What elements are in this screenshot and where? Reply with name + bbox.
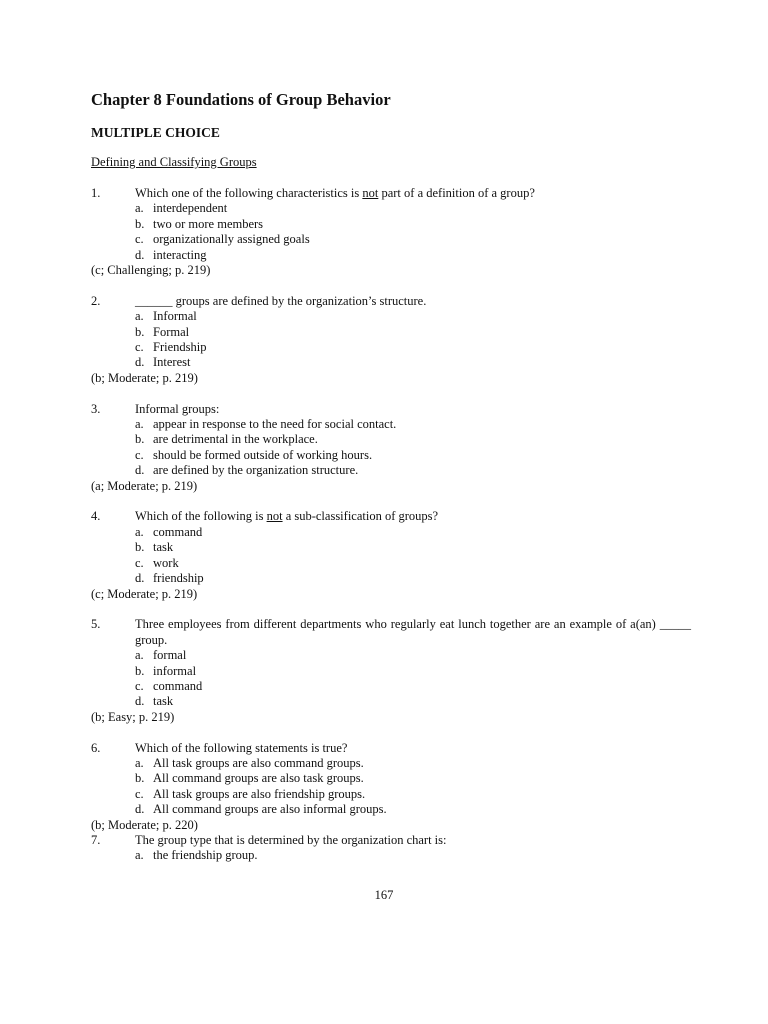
question-2: [91, 294, 691, 386]
answer-option: b. informal: [135, 663, 197, 678]
question-stem: [91, 741, 691, 756]
answer-option: a. interdependent: [135, 201, 228, 216]
subsection-title: Defining and Classifying Groups: [91, 155, 257, 169]
answer-option: b. Formal: [135, 324, 190, 339]
question-number: 4.: [91, 509, 101, 524]
answer-option: d. are defined by the organization structure.: [135, 463, 359, 478]
answer-option: c. organizationally assigned goals: [135, 232, 310, 247]
question-stem: [91, 402, 691, 417]
answer-option: a. formal: [135, 648, 187, 663]
question-stem: [91, 833, 691, 848]
answer-option: d. task: [135, 694, 174, 709]
answer-options: [135, 525, 691, 587]
question-stem: [91, 186, 691, 201]
answer-reference: (b; Easy; p. 219): [91, 709, 175, 724]
answer-reference: (b; Moderate; p. 219): [91, 370, 198, 385]
answer-option: c. Friendship: [135, 340, 207, 355]
answer-option: b. are detrimental in the workplace.: [135, 432, 318, 447]
answer-reference: (b; Moderate; p. 220): [91, 817, 198, 832]
answer-option: a. Informal: [135, 309, 197, 324]
question-number: 5.: [91, 617, 101, 632]
answer-options: [135, 201, 691, 263]
question-text: Which one of the following characteristics is not part of a definition of a group?: [135, 186, 535, 200]
answer-option: b. two or more members: [135, 216, 264, 231]
question-number: 3.: [91, 401, 101, 416]
question-number: 7.: [91, 832, 101, 847]
question-text: Three employees from different departments who regularly eat lunch together are an example of a(an) _____ group.: [135, 617, 691, 647]
answer-option: b. task: [135, 540, 174, 555]
question-text: The group type that is determined by the organization chart is:: [135, 832, 447, 847]
answer-reference: (c; Moderate; p. 219): [91, 586, 198, 601]
emphasis-underline: not: [362, 186, 379, 200]
question-text: Which of the following statements is true?: [135, 740, 348, 755]
question-stem: [91, 509, 691, 524]
answer-option: d. friendship: [135, 571, 204, 586]
answer-option: d. interacting: [135, 247, 207, 262]
question-stem: [91, 617, 691, 648]
answer-option: a. appear in response to the need for social contact.: [135, 417, 397, 432]
answer-option: a. All task groups are also command groups.: [135, 755, 364, 770]
question-text: Which of the following is not a sub-classification of groups?: [135, 509, 439, 524]
answer-options: [135, 417, 691, 479]
answer-option: a. the friendship group.: [135, 848, 258, 863]
emphasis-underline: not: [266, 509, 283, 524]
question-1: [91, 186, 691, 278]
answer-reference: (c; Challenging; p. 219): [91, 263, 211, 278]
page-number: 167: [374, 888, 394, 902]
question-text: ______ groups are defined by the organization’s structure.: [135, 293, 427, 308]
answer-option: c. command: [135, 678, 203, 693]
answer-option: b. All command groups are also task groups.: [135, 771, 364, 786]
question-number: 1.: [91, 186, 101, 200]
answer-option: d. All command groups are also informal groups.: [135, 802, 387, 817]
question-4: [91, 509, 691, 601]
answer-option: c. work: [135, 555, 179, 570]
question-stem: [91, 294, 691, 309]
question-number: 6.: [91, 740, 101, 755]
answer-reference: (a; Moderate; p. 219): [91, 478, 198, 493]
question-number: 2.: [91, 293, 101, 308]
question-text: Informal groups:: [135, 401, 220, 416]
answer-options: [135, 848, 691, 863]
section-title: MULTIPLE CHOICE: [91, 125, 220, 140]
question-6: [91, 741, 691, 833]
question-7: [91, 833, 691, 864]
answer-option: c. should be formed outside of working hours.: [135, 447, 373, 462]
answer-option: d. Interest: [135, 355, 191, 370]
answer-option: c. All task groups are also friendship groups.: [135, 786, 366, 801]
chapter-title: Chapter 8 Foundations of Group Behavior: [91, 90, 391, 109]
question-3: [91, 402, 691, 494]
question-list: [91, 186, 691, 864]
answer-options: [135, 648, 691, 710]
answer-option: a. command: [135, 524, 203, 539]
answer-options: [135, 756, 691, 818]
answer-options: [135, 309, 691, 371]
question-5: [91, 617, 691, 725]
